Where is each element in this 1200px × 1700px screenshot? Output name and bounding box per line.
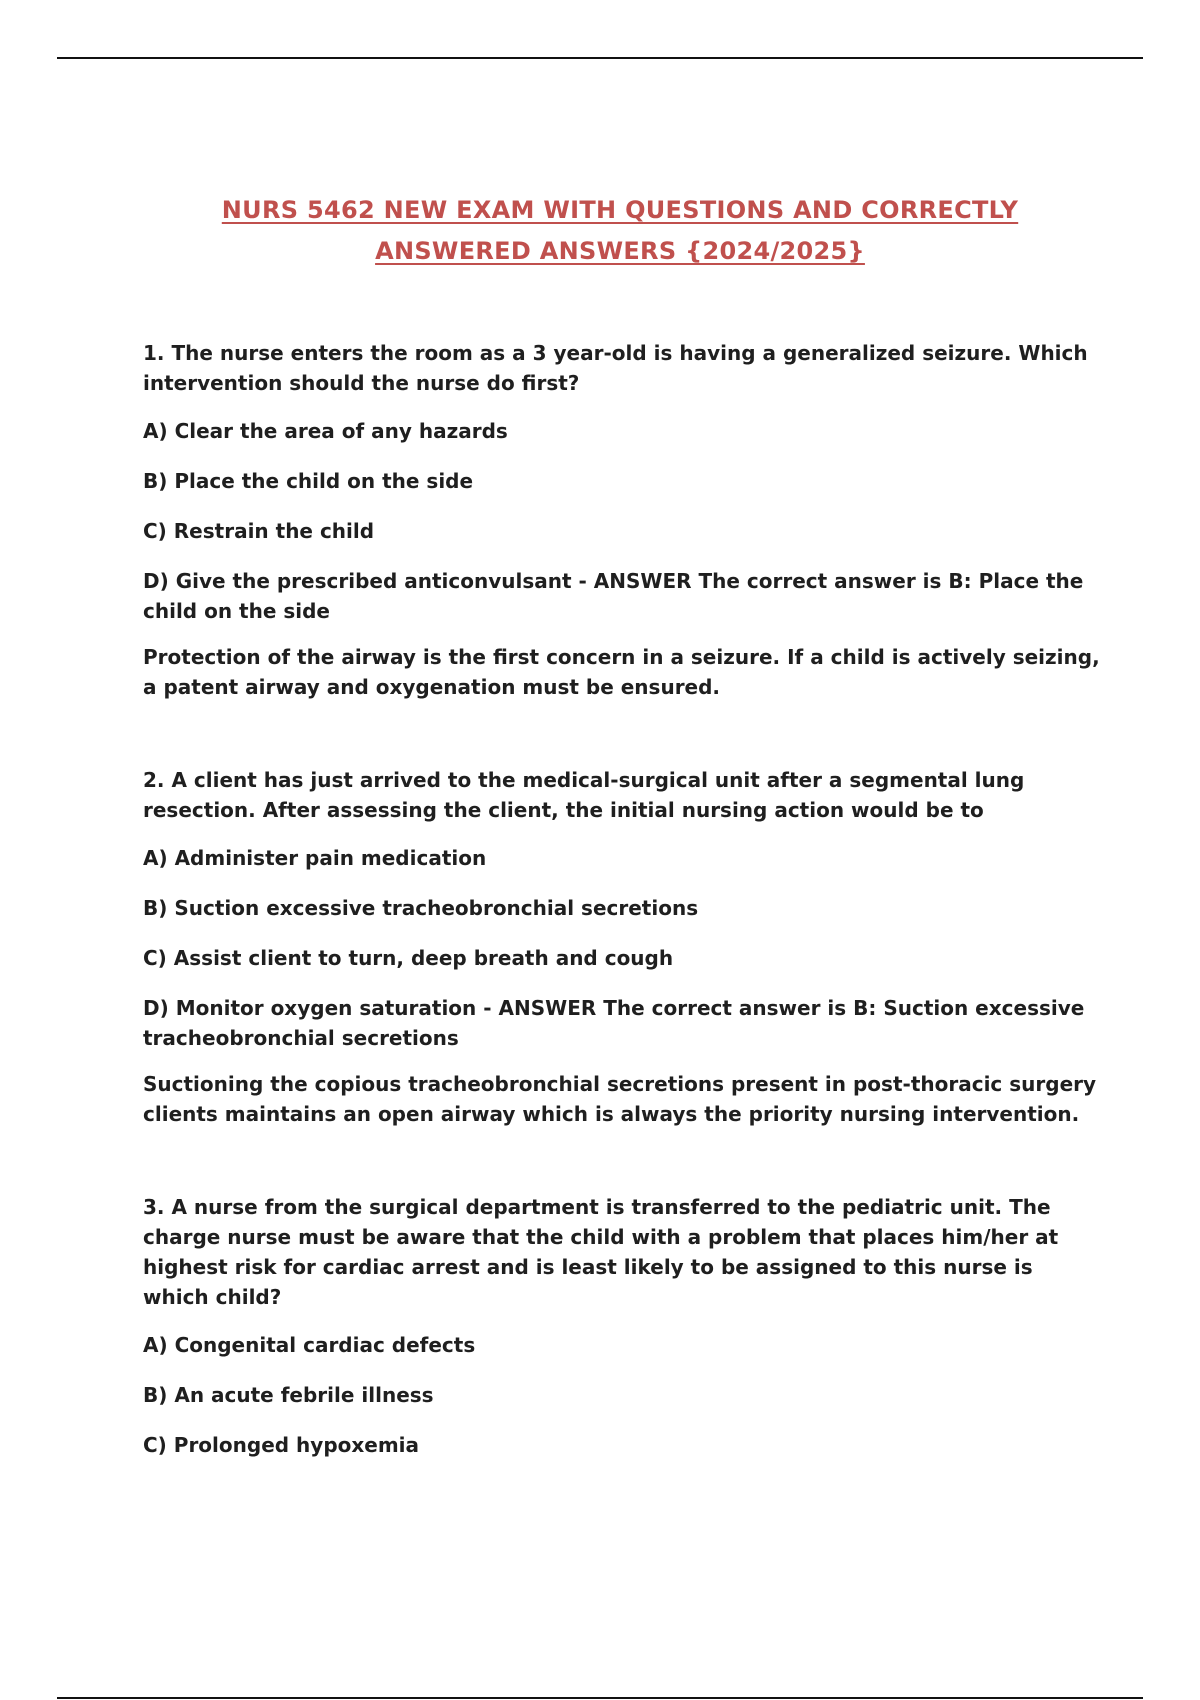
footer-rule	[57, 1697, 1143, 1699]
rationale: Suctioning the copious tracheobronchial secretions present in post-thoracic surgery clients maintains an open airway which is always the priority nursing intervention.	[143, 1072, 1097, 1126]
question-2	[143, 765, 1103, 1129]
option-a: A) Administer pain medication	[143, 846, 487, 870]
option-c: C) Prolonged hypoxemia	[143, 1433, 420, 1457]
question-1	[143, 338, 1103, 702]
title-line-1: NURS 5462 NEW EXAM WITH QUESTIONS AND CORRECTLY	[221, 196, 1019, 224]
option-b: B) Place the child on the side	[143, 469, 474, 493]
option-b: B) Suction excessive tracheobronchial secretions	[143, 896, 699, 920]
question-stem: 2. A client has just arrived to the medical-surgical unit after a segmental lung resection. After assessing the client, the initial nursing action would be to	[143, 768, 1025, 822]
option-c: C) Assist client to turn, deep breath and cough	[143, 946, 674, 970]
option-b: B) An acute febrile illness	[143, 1383, 434, 1407]
document-title	[0, 190, 1200, 272]
option-a: A) Congenital cardiac defects	[143, 1333, 476, 1357]
question-stem: 3. A nurse from the surgical department is transferred to the pediatric unit. The charge nurse must be aware that the child with a problem that places him/her at highest risk for cardiac arrest and is least likely to be assigned to this nurse is which child?	[143, 1195, 1059, 1309]
option-d-with-answer: D) Give the prescribed anticonvulsant - ANSWER The correct answer is B: Place the child on the side	[143, 569, 1084, 623]
title-line-2: ANSWERED ANSWERS {2024/2025}	[375, 237, 865, 265]
option-d-with-answer: D) Monitor oxygen saturation - ANSWER The correct answer is B: Suction excessive tracheobronchial secretions	[143, 996, 1085, 1050]
option-a: A) Clear the area of any hazards	[143, 419, 508, 443]
rationale: Protection of the airway is the first concern in a seizure. If a child is actively seizing, a patent airway and oxygenation must be ensured.	[143, 645, 1100, 699]
question-list	[143, 338, 1103, 1523]
question-stem: 1. The nurse enters the room as a 3 year-old is having a generalized seizure. Which intervention should the nurse do first?	[143, 341, 1088, 395]
question-3	[143, 1192, 1103, 1460]
header-rule	[57, 57, 1143, 59]
option-c: C) Restrain the child	[143, 519, 375, 543]
